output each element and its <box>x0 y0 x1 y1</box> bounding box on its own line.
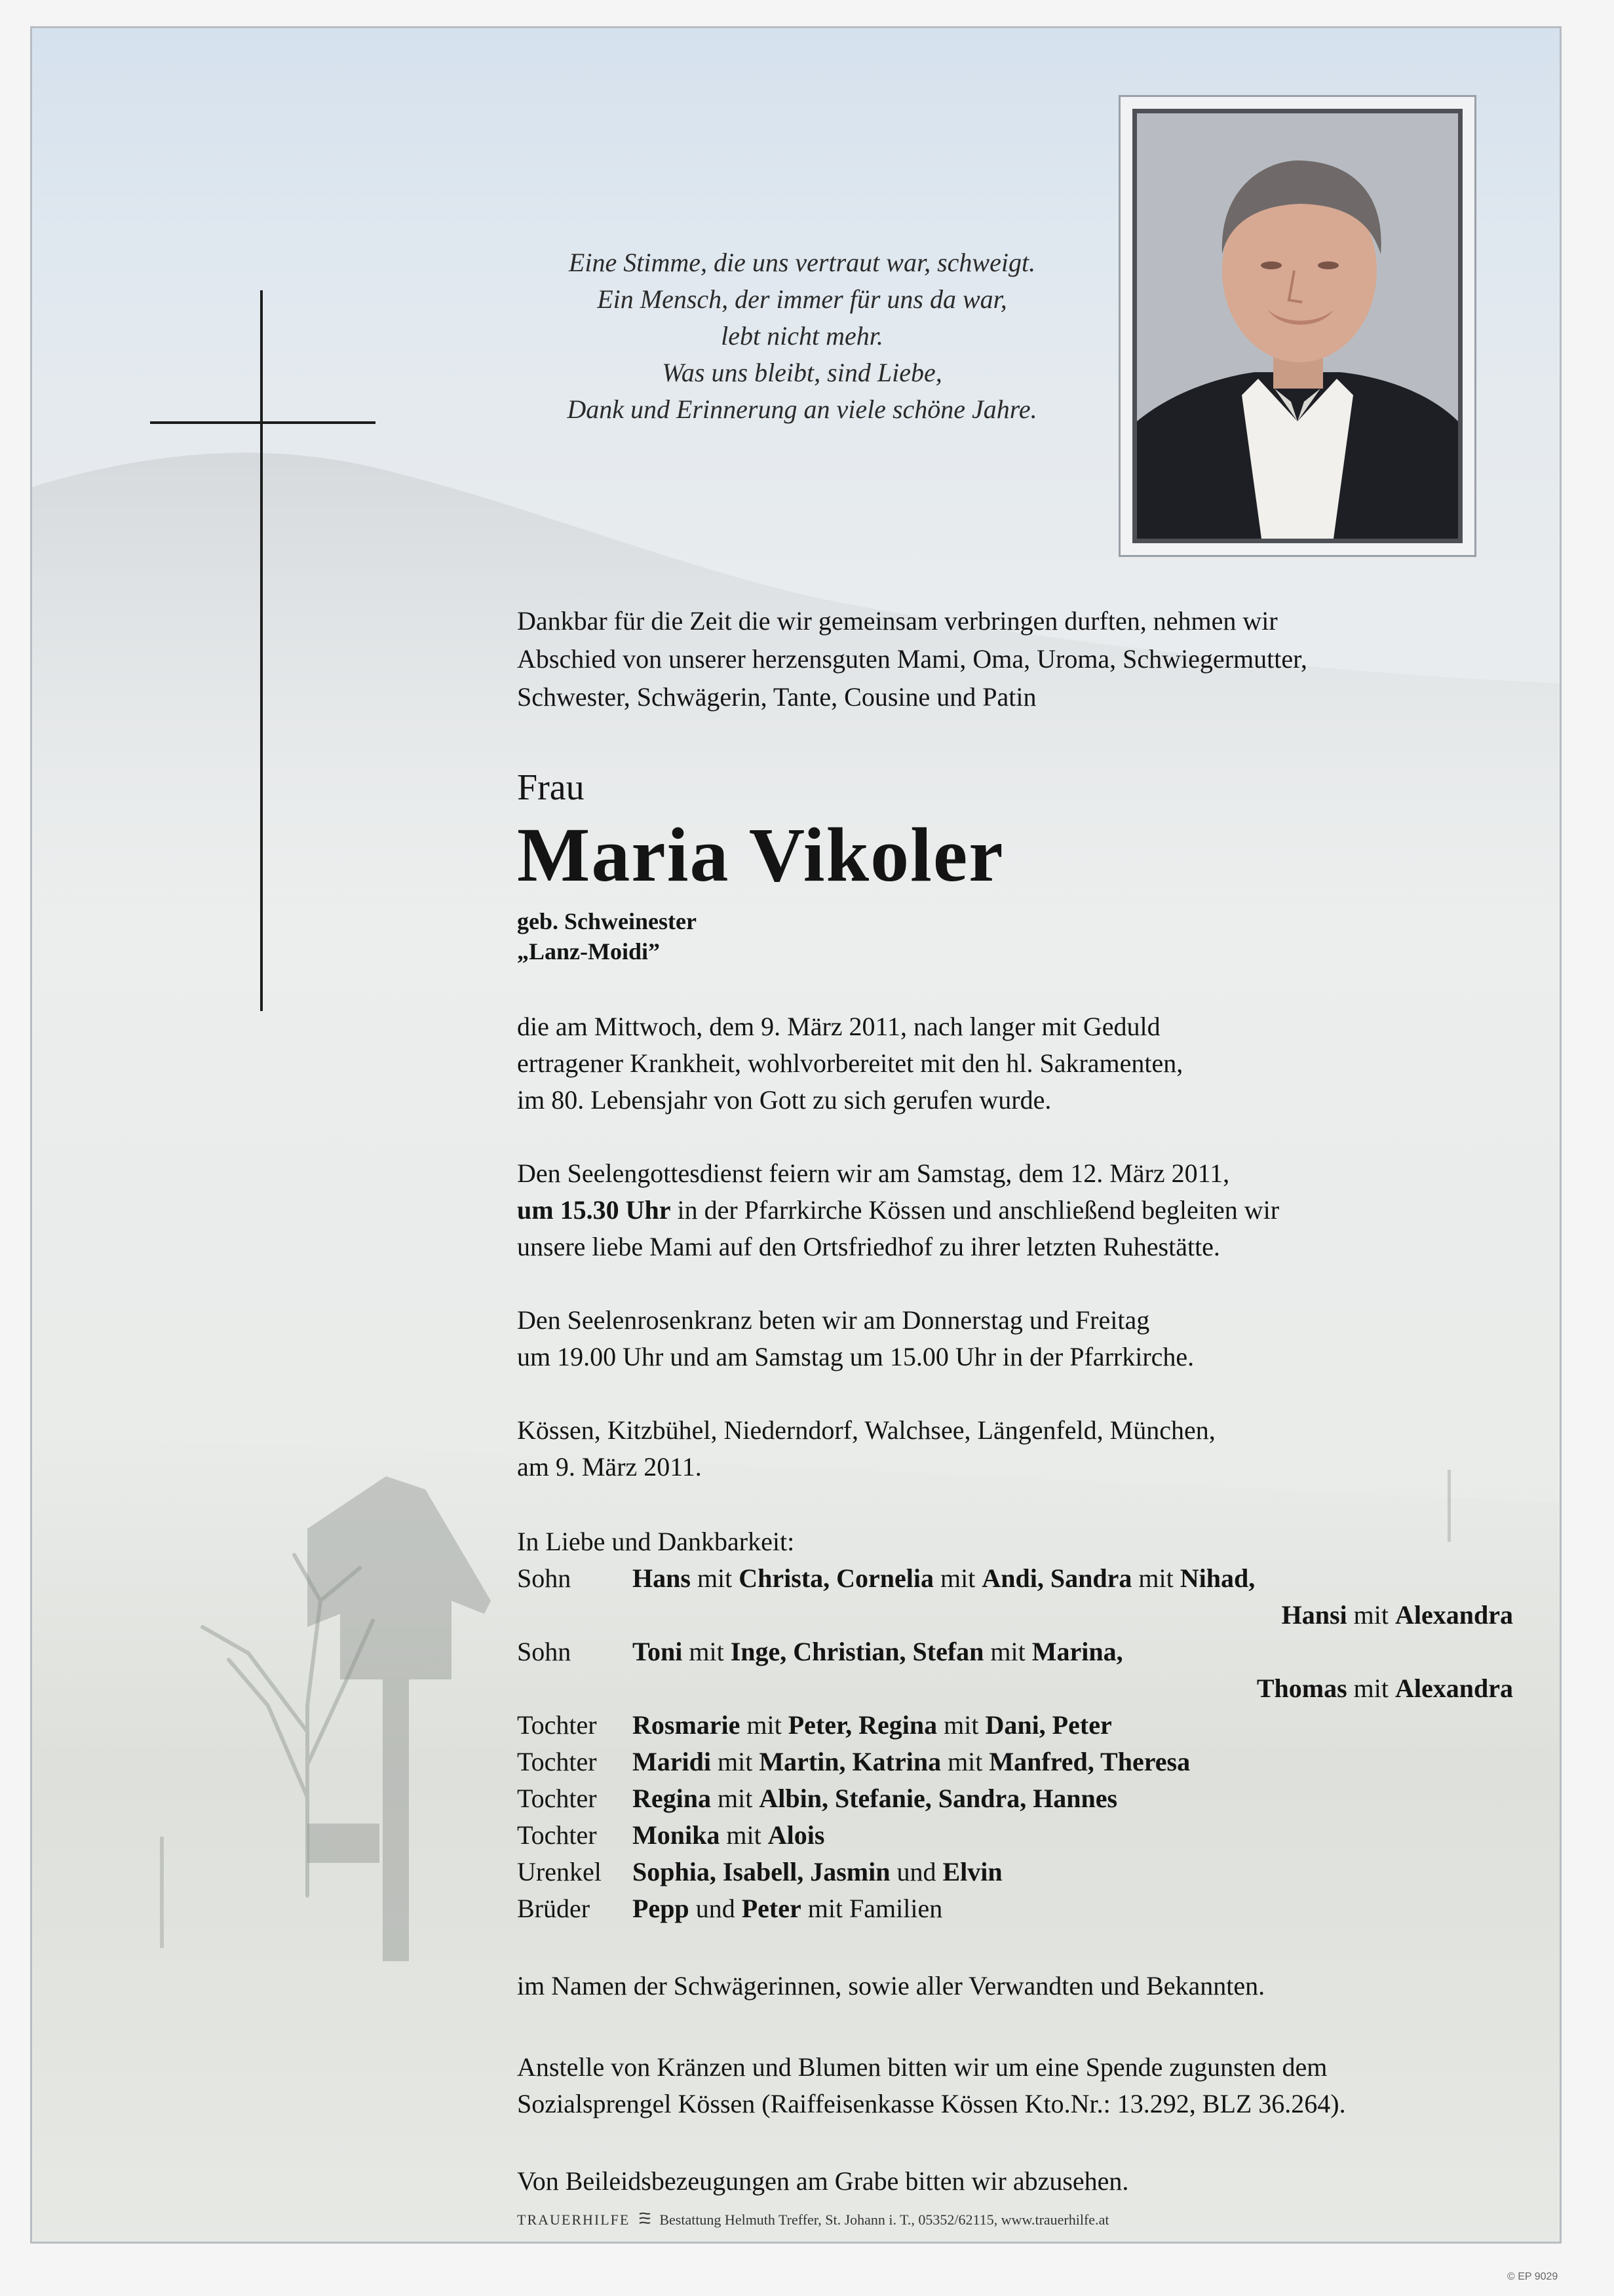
family-member-name: Inge, Christian, Stefan <box>730 1637 984 1666</box>
family-row <box>517 1817 1513 1854</box>
family-connector: und <box>890 1857 943 1886</box>
family-member-name: Alexandra <box>1395 1600 1513 1630</box>
family-connector: mit <box>941 1747 990 1776</box>
funeral-line-rest: in der Pfarrkirche Kössen und anschließend begleiten wir <box>670 1195 1280 1225</box>
rosary-line: um 19.00 Uhr und am Samstag um 15.00 Uhr in der Pfarrkirche. <box>517 1342 1195 1371</box>
family-connector: mit <box>720 1820 768 1850</box>
family-relation: Tochter <box>517 1747 597 1776</box>
intro-line: Abschied von unserer herzensguten Mami, Oma, Uroma, Schwiegermutter, <box>517 644 1307 674</box>
family-member-name: Toni <box>632 1637 683 1666</box>
family-members <box>632 1890 942 1927</box>
on-behalf-line: im Namen der Schwägerinnen, sowie aller Verwandten und Bekannten. <box>517 1971 1265 2000</box>
rosary-line: Den Seelenrosenkranz beten wir am Donnerstag und Freitag <box>517 1305 1150 1335</box>
memorial-poem <box>491 244 1113 428</box>
family-member-name: Albin, Stefanie, Sandra, Hannes <box>759 1784 1118 1813</box>
donation-line: Sozialsprengel Kössen (Raiffeisenkasse Kössen Kto.Nr.: 13.292, BLZ 36.264). <box>517 2089 1346 2118</box>
poem-line: Was uns bleibt, sind Liebe, <box>662 358 942 387</box>
family-members <box>632 1634 1123 1670</box>
family-members <box>632 1744 1190 1780</box>
family-connector: mit Familien <box>801 1894 943 1923</box>
family-row <box>517 1744 1513 1780</box>
family-members <box>1282 1597 1513 1634</box>
family-member-name: Manfred, Theresa <box>989 1747 1191 1776</box>
family-connector: mit <box>1132 1563 1180 1593</box>
portrait-photo-frame <box>1119 95 1476 557</box>
nickname: „Lanz-Moidi” <box>517 938 661 965</box>
donation-paragraph <box>517 2049 1346 2122</box>
family-member-name: Christa, Cornelia <box>739 1563 934 1593</box>
family-member-name: Rosmarie <box>632 1710 740 1740</box>
family-member-name: Maridi <box>632 1747 711 1776</box>
family-connector: mit <box>740 1710 788 1740</box>
family-relation: Brüder <box>517 1894 590 1923</box>
family-members <box>632 1817 824 1854</box>
date-line: am 9. März 2011. <box>517 1452 702 1482</box>
family-connector: mit <box>1347 1674 1395 1703</box>
funeral-line <box>517 1192 1279 1229</box>
family-relation: Sohn <box>517 1637 571 1666</box>
family-connector: mit <box>710 1747 759 1776</box>
funeral-service-paragraph <box>517 1155 1279 1265</box>
in-love-heading: In Liebe und Dankbarkeit: <box>517 1527 795 1556</box>
salutation: Frau <box>517 767 585 808</box>
funeral-home-details: Bestattung Helmuth Treffer, St. Johann i. T., 05352/62115, www.trauerhilfe.at <box>659 2211 1109 2228</box>
poem-line: Dank und Erinnerung an viele schöne Jahre. <box>567 394 1037 424</box>
family-member-name: Alois <box>767 1820 825 1850</box>
funeral-line: unsere liebe Mami auf den Ortsfriedhof zu ihrer letzten Ruhestätte. <box>517 1232 1220 1261</box>
place-line: Kössen, Kitzbühel, Niederndorf, Walchsee, Längenfeld, München, <box>517 1415 1216 1445</box>
family-member-name: Peter <box>741 1894 801 1923</box>
family-connector: mit <box>934 1563 982 1593</box>
intro-line: Dankbar für die Zeit die wir gemeinsam verbringen durften, nehmen wir <box>517 606 1278 636</box>
print-code: © EP 9029 <box>1507 2271 1558 2282</box>
family-connector: mit <box>682 1637 731 1666</box>
cross-horizontal-bar <box>150 421 375 424</box>
family-member-name: Nihad, <box>1180 1563 1256 1593</box>
family-relation: Sohn <box>517 1563 571 1593</box>
family-row <box>517 1634 1513 1670</box>
family-member-name: Hans <box>632 1563 691 1593</box>
death-notice-line: im 80. Lebensjahr von Gott zu sich gerufen wurde. <box>517 1085 1052 1115</box>
death-notice-paragraph <box>517 1008 1183 1119</box>
donation-line: Anstelle von Kränzen und Blumen bitten wir um eine Spende zugunsten dem <box>517 2052 1328 2082</box>
place-date-paragraph <box>517 1412 1216 1485</box>
family-members <box>1257 1670 1513 1707</box>
family-member-name: Monika <box>632 1820 720 1850</box>
family-member-name: Regina <box>632 1784 711 1813</box>
family-row <box>517 1670 1513 1707</box>
family-relation: Tochter <box>517 1820 597 1850</box>
family-row <box>517 1890 1513 1927</box>
family-member-name: Alexandra <box>1395 1674 1513 1703</box>
deceased-name: Maria Vikoler <box>517 812 1005 898</box>
family-relation: Urenkel <box>517 1857 602 1886</box>
family-connector: mit <box>1347 1600 1395 1630</box>
intro-line: Schwester, Schwägerin, Tante, Cousine und Patin <box>517 682 1037 712</box>
family-members <box>632 1560 1255 1597</box>
family-member-name: Marina, <box>1031 1637 1123 1666</box>
family-row <box>517 1780 1513 1817</box>
maiden-name: geb. Schweinester <box>517 908 697 934</box>
family-members <box>632 1707 1112 1744</box>
family-member-name: Thomas <box>1256 1674 1347 1703</box>
family-member-name: Martin, Katrina <box>759 1747 942 1776</box>
maiden-name-block <box>517 906 697 966</box>
family-connector: und <box>689 1894 742 1923</box>
poem-line: Ein Mensch, der immer für uns da war, <box>597 284 1007 314</box>
funeral-home-brand: TRAUERHILFE <box>517 2211 630 2228</box>
family-relation: Tochter <box>517 1784 597 1813</box>
family-members <box>632 1854 1003 1890</box>
family-connector: mit <box>711 1784 759 1813</box>
family-member-name: Pepp <box>632 1894 689 1923</box>
poem-line: Eine Stimme, die uns vertraut war, schweigt. <box>568 248 1036 277</box>
rosary-paragraph <box>517 1302 1194 1375</box>
funeral-home-logo-icon <box>638 2211 652 2229</box>
family-relation: Tochter <box>517 1710 597 1740</box>
family-row <box>517 1707 1513 1744</box>
family-connector: mit <box>937 1710 986 1740</box>
family-row <box>517 1854 1513 1890</box>
condolence-note: Von Beileidsbezeugungen am Grabe bitten wir abzusehen. <box>517 2166 1129 2196</box>
poem-line: lebt nicht mehr. <box>721 321 883 351</box>
family-row <box>517 1597 1513 1634</box>
family-member-name: Andi, Sandra <box>982 1563 1132 1593</box>
funeral-time: um 15.30 Uhr <box>517 1195 671 1225</box>
funeral-line: Den Seelengottesdienst feiern wir am Samstag, dem 12. März 2011, <box>517 1158 1230 1188</box>
obituary-card <box>30 26 1562 2244</box>
family-connector: mit <box>690 1563 739 1593</box>
death-notice-line: ertragener Krankheit, wohlvorbereitet mit den hl. Sakramenten, <box>517 1048 1183 1078</box>
family-member-name: Dani, Peter <box>985 1710 1112 1740</box>
family-member-name: Elvin <box>942 1857 1003 1886</box>
family-row <box>517 1560 1513 1597</box>
family-member-name: Hansi <box>1281 1600 1347 1630</box>
family-member-name: Sophia, Isabell, Jasmin <box>632 1857 891 1886</box>
portrait-photo <box>1132 109 1463 543</box>
family-connector: mit <box>984 1637 1032 1666</box>
funeral-home-footer <box>517 2210 1109 2230</box>
death-notice-line: die am Mittwoch, dem 9. März 2011, nach langer mit Geduld <box>517 1012 1161 1041</box>
cross-vertical-bar <box>260 290 263 1011</box>
family-member-name: Peter, Regina <box>788 1710 938 1740</box>
family-members <box>632 1780 1117 1817</box>
intro-paragraph <box>517 602 1307 716</box>
